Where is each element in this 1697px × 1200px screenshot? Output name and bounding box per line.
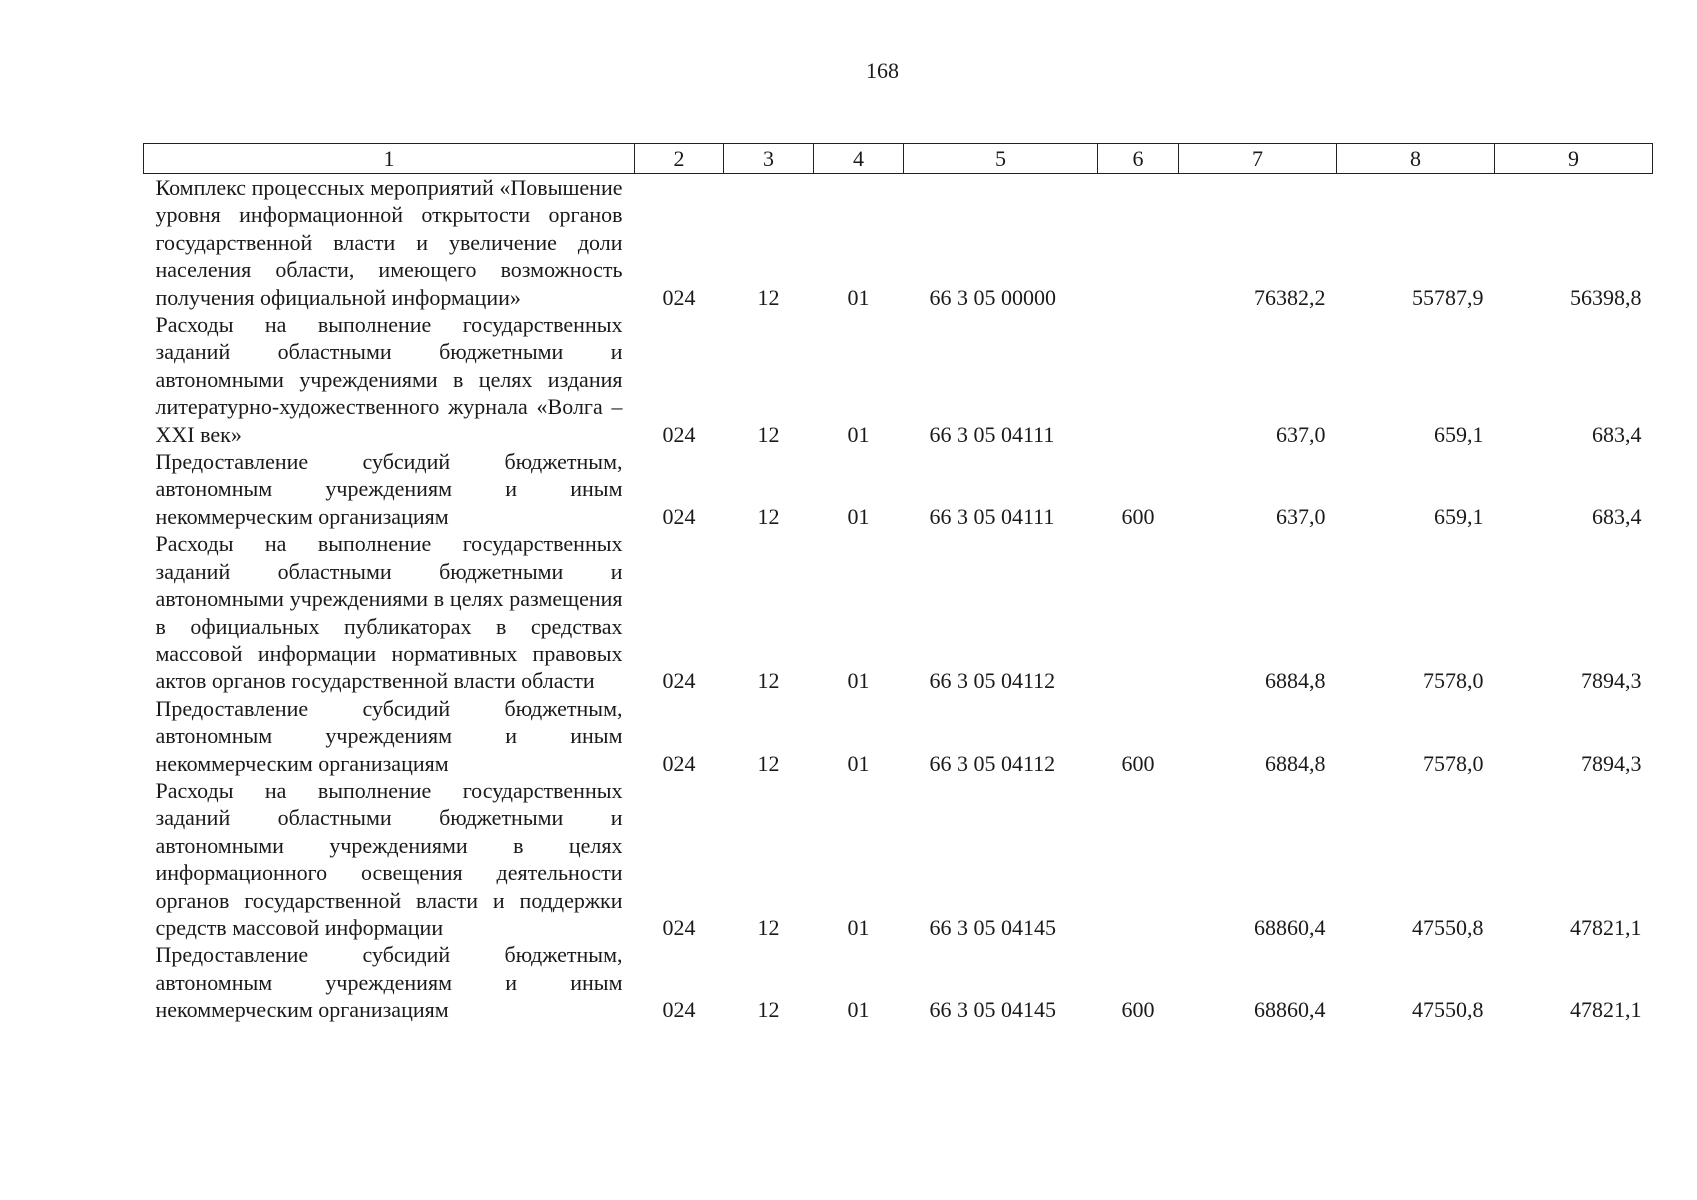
row-description: Предоставление субсидий бюджетным, автономным учреждениям и иным некоммерческим организациям — [155, 942, 623, 1023]
row-col-4: 01 — [847, 914, 870, 940]
row-description: Расходы на выполнение государственных заданий областными бюджетными и автономными учреждениями в целях издания литературно-художественного журнала «Волга – XXI век» — [155, 312, 623, 447]
row-col-4: 01 — [847, 668, 870, 694]
row-col-2: 024 — [662, 284, 696, 310]
row-col-5: 66 3 05 04111 — [929, 421, 1055, 447]
row-col-5: 66 3 05 00000 — [929, 284, 1056, 310]
row-description: Предоставление субсидий бюджетным, автономным учреждениям и иным некоммерческим организациям — [155, 449, 623, 529]
row-col-6 — [1098, 777, 1179, 941]
header-cell-4: 4 — [814, 144, 904, 174]
page-number: 168 — [866, 58, 899, 83]
row-col-9: 7894,3 — [1581, 668, 1642, 694]
row-col-8: 7578,0 — [1423, 750, 1484, 776]
row-col-4: 01 — [847, 750, 870, 776]
row-col-7: 76382,2 — [1254, 284, 1326, 310]
header-cell-1: 1 — [144, 144, 635, 174]
row-col-3: 12 — [757, 503, 780, 529]
table-row — [144, 174, 1653, 312]
header-cell-3: 3 — [724, 144, 814, 174]
header-cell-5: 5 — [904, 144, 1098, 174]
table-row — [144, 530, 1653, 694]
header-cell-2: 2 — [635, 144, 724, 174]
row-col-9: 47821,1 — [1570, 997, 1642, 1023]
table-row — [144, 777, 1653, 941]
row-col-4: 01 — [847, 503, 870, 529]
header-cell-8: 8 — [1337, 144, 1495, 174]
row-col-2: 024 — [662, 503, 696, 529]
row-col-5: 66 3 05 04111 — [929, 503, 1055, 529]
header-cell-6: 6 — [1098, 144, 1179, 174]
row-col-6: 600 — [1121, 503, 1155, 529]
row-col-3: 12 — [757, 284, 780, 310]
row-col-5: 66 3 05 04112 — [929, 750, 1056, 776]
row-col-4: 01 — [847, 997, 870, 1023]
row-col-8: 47550,8 — [1412, 997, 1484, 1023]
row-col-5: 66 3 05 04145 — [929, 997, 1056, 1023]
row-col-6 — [1098, 311, 1179, 448]
row-col-7: 6884,8 — [1265, 668, 1326, 694]
table-row — [144, 448, 1653, 530]
row-col-3: 12 — [757, 421, 780, 447]
row-col-8: 7578,0 — [1423, 668, 1484, 694]
row-col-7: 68860,4 — [1254, 997, 1326, 1023]
row-col-9: 56398,8 — [1570, 284, 1642, 310]
row-col-2: 024 — [662, 750, 696, 776]
row-col-2: 024 — [662, 668, 696, 694]
row-col-7: 637,0 — [1276, 503, 1326, 529]
row-col-2: 024 — [662, 421, 696, 447]
table-row — [144, 311, 1653, 448]
row-col-8: 659,1 — [1434, 421, 1484, 447]
row-col-2: 024 — [662, 914, 696, 940]
row-col-2: 024 — [662, 997, 696, 1023]
budget-table — [143, 143, 1653, 1024]
row-col-9: 683,4 — [1592, 503, 1642, 529]
row-col-6: 600 — [1121, 750, 1155, 776]
row-col-7: 637,0 — [1276, 421, 1326, 447]
header-cell-7: 7 — [1179, 144, 1337, 174]
row-description: Расходы на выполнение государственных заданий областными бюджетными и автономными учреждениями в целях размещения в официальных публикаторах в средствах массовой информации нормативных правовых актов органов государственной власти области — [155, 531, 623, 694]
row-col-3: 12 — [757, 668, 780, 694]
row-description: Предоставление субсидий бюджетным, автономным учреждениям и иным некоммерческим организациям — [155, 695, 623, 776]
row-col-6 — [1098, 530, 1179, 694]
row-col-4: 01 — [847, 421, 870, 447]
row-col-8: 55787,9 — [1412, 284, 1484, 310]
table-header-row — [144, 144, 1653, 174]
row-col-5: 66 3 05 04145 — [929, 914, 1056, 940]
row-col-3: 12 — [757, 914, 780, 940]
row-col-9: 47821,1 — [1570, 914, 1642, 940]
row-col-8: 47550,8 — [1412, 914, 1484, 940]
row-col-5: 66 3 05 04112 — [929, 668, 1056, 694]
table-row — [144, 695, 1653, 777]
row-col-9: 683,4 — [1592, 421, 1642, 447]
row-description: Комплекс процессных мероприятий «Повышение уровня информационной открытости органов государственной власти и увеличение доли населения области, имеющего возможность получения официальной информации» — [155, 175, 623, 310]
row-col-9: 7894,3 — [1581, 750, 1642, 776]
row-col-3: 12 — [757, 750, 780, 776]
row-col-7: 68860,4 — [1254, 914, 1326, 940]
row-col-6: 600 — [1121, 997, 1155, 1023]
table-row — [144, 941, 1653, 1023]
header-cell-9: 9 — [1495, 144, 1653, 174]
row-col-8: 659,1 — [1434, 503, 1484, 529]
row-col-3: 12 — [757, 997, 780, 1023]
row-description: Расходы на выполнение государственных заданий областными бюджетными и автономными учреждениями в целях информационного освещения деятельности органов государственной власти и поддержки средств массовой информации — [155, 777, 623, 940]
row-col-7: 6884,8 — [1265, 750, 1326, 776]
row-col-6 — [1098, 174, 1179, 312]
row-col-4: 01 — [847, 284, 870, 310]
